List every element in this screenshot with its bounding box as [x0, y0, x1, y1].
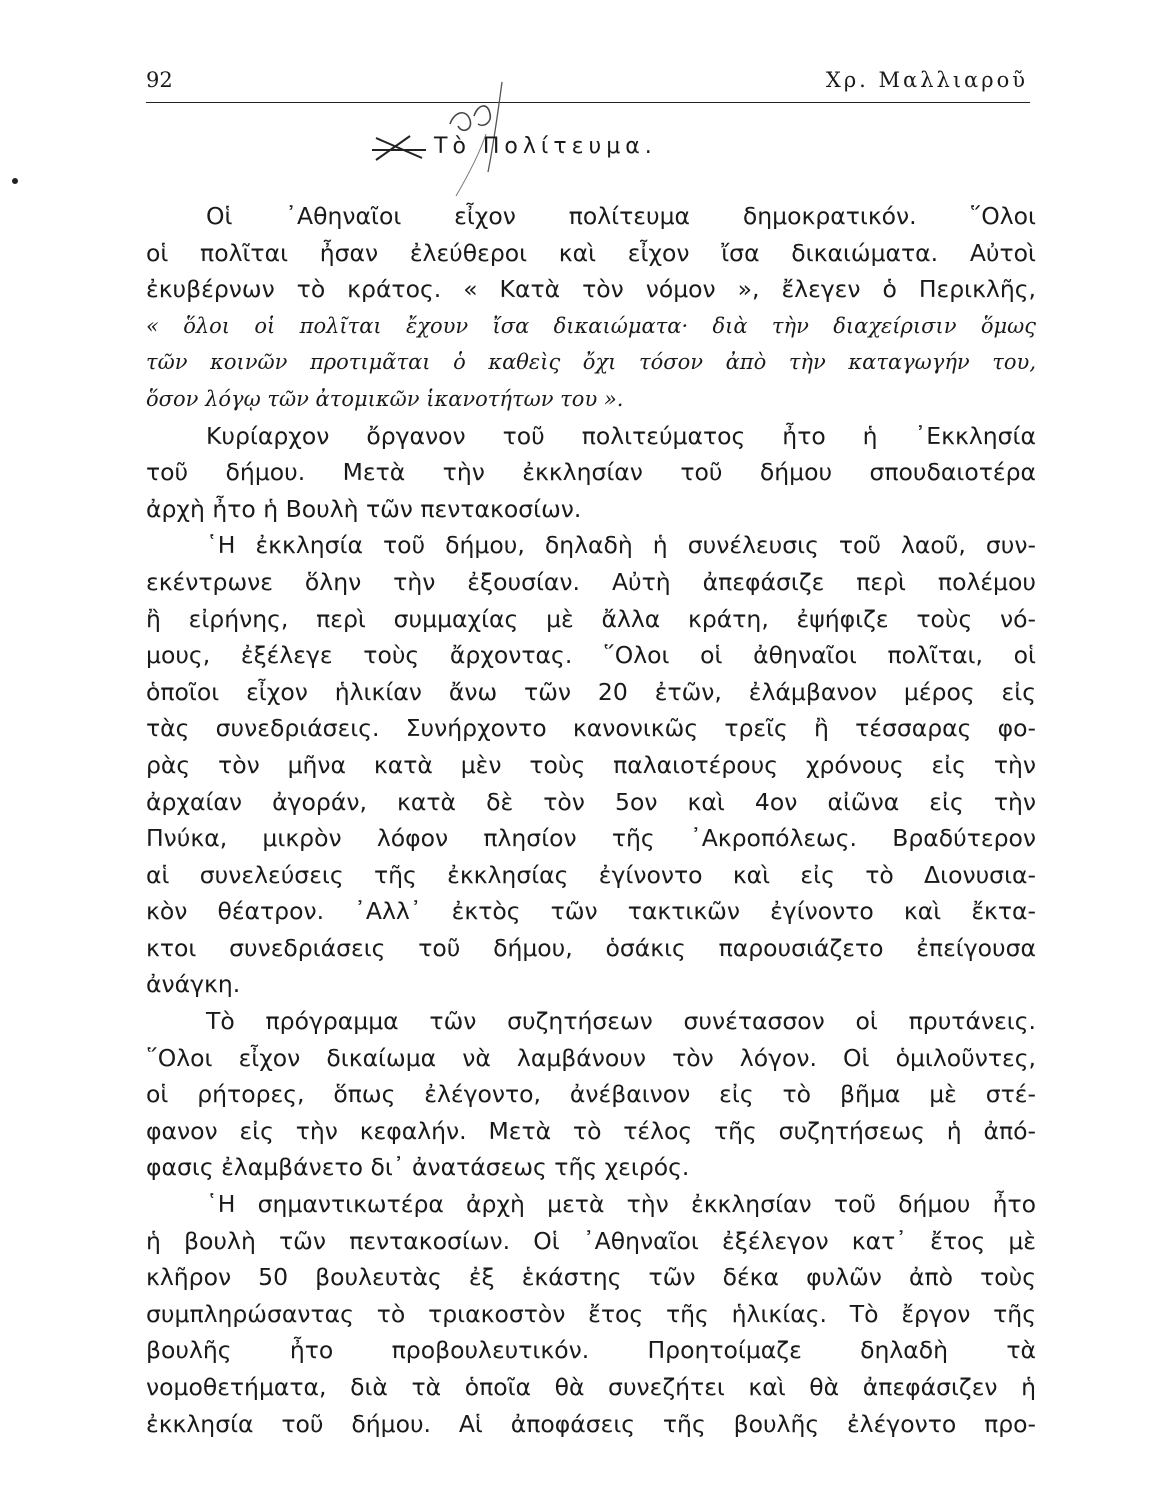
text-line: κὸν θέατρον. ᾿Αλλ᾿ ἐκτὸς τῶν τακτικῶν ἐγίνοντο καὶ ἔκτα- [146, 897, 1036, 926]
text-line: κτοι συνεδριάσεις τοῦ δήμου, ὁσάκις παρουσιάζετο ἐπείγουσα [146, 933, 1036, 962]
text-line: ἐκυβέρνων τὸ κράτος. « Κατὰ τὸν νόμον », ἔλεγεν ὁ Περικλῆς, [146, 275, 1036, 304]
text-line: ῾Η ἐκκλησία τοῦ δήμου, δηλαδὴ ἡ συνέλευσις τοῦ λαοῦ, συν- [206, 531, 1036, 560]
text-line: φανον εἰς τὴν κεφαλήν. Μετὰ τὸ τέλος τῆς συζητήσεως ἡ ἀπό- [146, 1116, 1036, 1145]
section-title [370, 128, 790, 168]
text-line: ρὰς τὸν μῆνα κατὰ μὲν τοὺς παλαιοτέρους χρόνους εἰς τὴν [146, 750, 1036, 779]
text-line: τὰς συνεδριάσεις. Συνήρχοντο κανονικῶς τρεῖς ἢ τέσσαρας φο- [146, 714, 1036, 743]
text-line: Κυρίαρχον ὄργανον τοῦ πολιτεύματος ἦτο ἡ ᾿Εκκλησία [206, 421, 1036, 450]
running-head: Χρ. Μαλλιαροῦ [825, 68, 1028, 92]
text-line: νομοθετήματα, διὰ τὰ ὁποῖα θὰ συνεζήτει καὶ θὰ ἀπεφάσιζεν ἡ [146, 1373, 1036, 1401]
text-line: « ὅλοι οἱ πολῖται ἔχουν ἴσα δικαιώματα· διὰ τὴν διαχείρισιν ὅμως [146, 313, 1036, 338]
text-line: κλῆρον 50 βουλευτὰς ἐξ ἑκάστης τῶν δέκα φυλῶν ἀπὸ τοὺς [146, 1263, 1036, 1292]
text-line: εκέντρωνε ὅλην τὴν ἐξουσίαν. Αὐτὴ ἀπεφάσιζε περὶ πολέμου [146, 567, 1036, 596]
text-line: ἡ βουλὴ τῶν πεντακοσίων. Οἱ ᾿Αθηναῖοι ἐξέλεγον κατ᾿ ἔτος μὲ [146, 1226, 1036, 1255]
text-line: τοῦ δήμου. Μετὰ τὴν ἐκκλησίαν τοῦ δήμου σπουδαιοτέρα [146, 458, 1036, 487]
page-number: 92 [146, 68, 173, 92]
text-line: Τὸ πρόγραμμα τῶν συζητήσεων συνέτασσον οἱ πρυτάνεις. [206, 1007, 1036, 1036]
text-line: ῾Η σημαντικωτέρα ἀρχὴ μετὰ τὴν ἐκκλησίαν τοῦ δήμου ἦτο [206, 1190, 1036, 1219]
text-line: οἱ πολῖται ἦσαν ἐλεύθεροι καὶ εἶχον ἴσα δικαιώματα. Αὐτοὶ [146, 238, 1036, 267]
body-text [146, 198, 1036, 1442]
text-line: ἀρχὴ ἦτο ἡ Βουλὴ τῶν πεντακοσίων. [146, 494, 582, 523]
text-line: φασις ἐλαμβάνετο δι᾿ ἀνατάσεως τῆς χειρός. [146, 1153, 690, 1182]
text-line: τῶν κοινῶν προτιμᾶται ὁ καθεὶς ὄχι τόσον ἀπὸ τὴν καταγωγήν του, [146, 350, 1036, 375]
text-line: ὁποῖοι εἶχον ἡλικίαν ἄνω τῶν 20 ἐτῶν, ἐλάμβανον μέρος εἰς [146, 677, 1036, 706]
text-line: βουλῆς ἦτο προβουλευτικόν. Προητοίμαζε δηλαδὴ τὰ [146, 1336, 1036, 1365]
text-line: ἀνάγκη. [146, 970, 241, 999]
text-line: μους, ἐξέλεγε τοὺς ἄρχοντας. ῞Ολοι οἱ ἀθηναῖοι πολῖται, οἱ [146, 641, 1036, 670]
text-line: οἱ ρήτορες, ὅπως ἐλέγοντο, ἀνέβαινον εἰς τὸ βῆμα μὲ στέ- [146, 1080, 1036, 1109]
text-line: ἀρχαίαν ἀγοράν, κατὰ δὲ τὸν 5ον καὶ 4ον αἰῶνα εἰς τὴν [146, 787, 1036, 816]
text-line: Οἱ ᾿Αθηναῖοι εἶχον πολίτευμα δημοκρατικόν. ῞Ολοι [206, 202, 1036, 230]
text-line: αἱ συνελεύσεις τῆς ἐκκλησίας ἐγίνοντο καὶ εἰς τὸ Διονυσια- [146, 860, 1036, 889]
page-title: Τὸ Πολίτευμα. [434, 134, 657, 159]
handwritten-arrow-mark [370, 128, 434, 164]
text-line: Πνύκα, μικρὸν λόφον πλησίον τῆς ᾿Ακροπόλεως. Βραδύτερον [146, 824, 1036, 853]
text-line: ἐκκλησία τοῦ δήμου. Αἱ ἀποφάσεις τῆς βουλῆς ἐλέγοντο προ- [146, 1409, 1036, 1438]
text-line: ῞Ολοι εἶχον δικαίωμα νὰ λαμβάνουν τὸν λόγον. Οἱ ὁμιλοῦντες, [146, 1043, 1036, 1072]
text-line: συμπληρώσαντας τὸ τριακοστὸν ἔτος τῆς ἡλικίας. Τὸ ἔργον τῆς [146, 1299, 1036, 1328]
margin-mark [12, 178, 18, 184]
page-header [146, 62, 1030, 103]
text-line: ἢ εἰρήνης, περὶ συμμαχίας μὲ ἄλλα κράτη, ἐψήφιζε τοὺς νό- [146, 604, 1036, 633]
text-line: ὅσον λόγῳ τῶν ἀτομικῶν ἱκανοτήτων του ». [146, 386, 624, 411]
